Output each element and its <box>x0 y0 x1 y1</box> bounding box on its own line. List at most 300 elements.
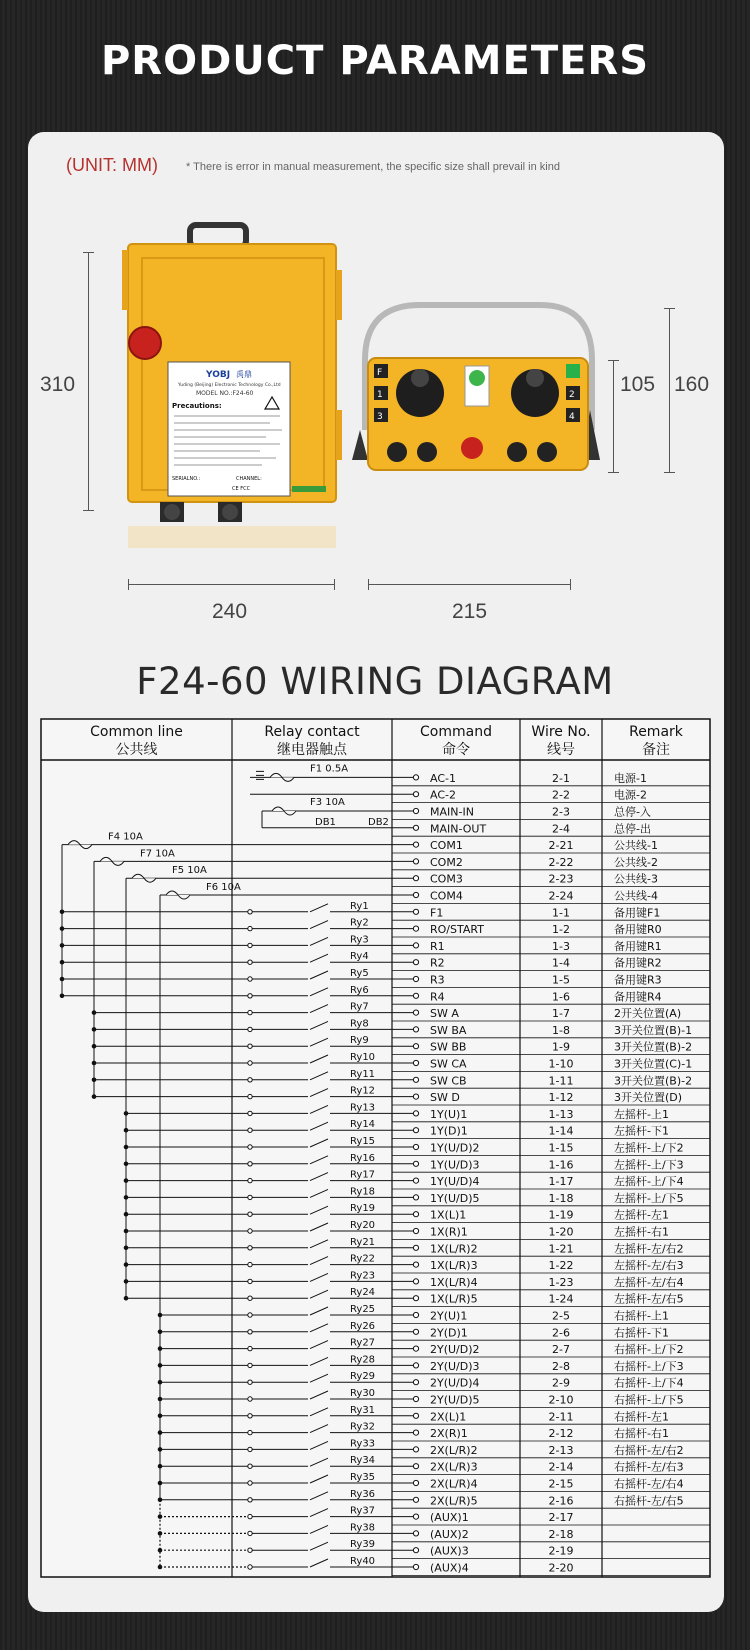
wire-no-46: 2-19 <box>548 1544 574 1558</box>
remark-15: 3开关位置(B)-1 <box>614 1023 693 1037</box>
terminal-3 <box>413 825 418 830</box>
terminal-1 <box>413 792 418 797</box>
relay-node-32 <box>248 1313 252 1317</box>
remark-13: 备用键R4 <box>614 990 662 1004</box>
wire-no-30: 1-23 <box>548 1275 574 1289</box>
relay-label-10: Ry3 <box>350 934 369 946</box>
receiver-brand-cn: 禹鼎 <box>236 370 252 379</box>
command-17: SW CA <box>430 1057 467 1071</box>
relay-node-15 <box>248 1027 252 1031</box>
relay-node-23 <box>248 1162 252 1166</box>
bus-node-36 <box>158 1380 163 1385</box>
bus-node-32 <box>158 1313 163 1318</box>
command-26: 1X(L)1 <box>430 1208 467 1222</box>
remark-12: 备用键R3 <box>614 973 662 987</box>
terminal-14 <box>413 1010 418 1015</box>
remark-26: 左摇杆-左1 <box>614 1208 669 1222</box>
relay-node-33 <box>248 1330 252 1334</box>
relay-label-37: Ry30 <box>350 1388 376 1399</box>
relay-node-39 <box>248 1430 252 1434</box>
command-0: AC-1 <box>430 771 456 785</box>
fuse-com-label-3: F6 10A <box>206 882 241 893</box>
relay-label-43: Ry36 <box>350 1488 376 1500</box>
remark-25: 左摇杆-上/下5 <box>614 1191 684 1205</box>
relay-node-34 <box>248 1346 252 1350</box>
transmitter-width-value: 215 <box>452 600 488 623</box>
remark-35: 右摇杆-上/下3 <box>614 1359 684 1373</box>
certification-marks: CE FCC <box>232 486 251 492</box>
bus-node-9 <box>60 926 65 931</box>
measurement-note: * There is error in manual measurement, the specific size shall prevail in kind <box>186 161 560 173</box>
terminal-39 <box>413 1430 418 1435</box>
wire-no-0: 2-1 <box>552 771 570 785</box>
command-16: SW BB <box>430 1040 467 1054</box>
remark-37: 右摇杆-上/下5 <box>614 1393 684 1407</box>
svg-text:1: 1 <box>377 390 383 400</box>
wire-no-5: 2-22 <box>548 855 574 869</box>
bus-node-35 <box>158 1363 163 1368</box>
bus-node-24 <box>124 1178 129 1183</box>
command-34: 2Y(U/D)2 <box>430 1343 480 1357</box>
fuse-com-label-2: F5 10A <box>172 865 207 877</box>
relay-label-44: Ry37 <box>350 1505 376 1517</box>
relay-node-43 <box>248 1498 252 1502</box>
aux-node-45 <box>158 1531 163 1536</box>
header-4-cn: 备注 <box>642 742 670 758</box>
relay-node-20 <box>248 1111 252 1115</box>
wire-no-42: 2-15 <box>548 1477 574 1491</box>
command-18: SW CB <box>430 1074 467 1088</box>
command-11: R2 <box>430 956 445 970</box>
command-24: 1Y(U/D)4 <box>430 1175 480 1189</box>
remark-9: 备用键R0 <box>614 923 662 937</box>
bus-node-21 <box>124 1128 129 1133</box>
terminal-38 <box>413 1413 418 1418</box>
remark-11: 备用键R2 <box>614 956 662 970</box>
command-12: R3 <box>430 973 445 987</box>
terminal-10 <box>413 943 418 948</box>
relay-node-24 <box>248 1178 252 1182</box>
remark-0: 电源-1 <box>614 771 647 785</box>
terminal-24 <box>413 1178 418 1183</box>
relay-label-31: Ry24 <box>350 1287 376 1299</box>
bus-node-38 <box>158 1414 163 1419</box>
relay-node-19 <box>248 1094 252 1098</box>
remark-6: 公共线-3 <box>614 872 658 886</box>
command-20: 1Y(U)1 <box>430 1107 468 1121</box>
terminal-22 <box>413 1144 418 1149</box>
remark-18: 3开关位置(B)-2 <box>614 1074 693 1088</box>
wire-no-37: 2-10 <box>548 1393 574 1407</box>
header-3-en: Wire No. <box>531 724 591 740</box>
bus-node-30 <box>124 1279 129 1284</box>
relay-node-27 <box>248 1229 252 1233</box>
command-15: SW BA <box>430 1023 467 1037</box>
command-39: 2X(R)1 <box>430 1427 468 1441</box>
terminal-36 <box>413 1380 418 1385</box>
remark-1: 电源-2 <box>614 788 647 802</box>
fuse-f1-label: F1 0.5A <box>310 763 349 775</box>
remark-39: 右摇杆-右1 <box>614 1427 669 1441</box>
relay-label-28: Ry21 <box>350 1236 376 1248</box>
terminal-2 <box>413 808 418 813</box>
terminal-15 <box>413 1027 418 1032</box>
remark-21: 左摇杆-下1 <box>614 1124 669 1138</box>
remark-43: 右摇杆-左/右5 <box>614 1494 684 1508</box>
wire-no-19: 1-12 <box>548 1091 574 1105</box>
relay-label-21: Ry14 <box>350 1119 376 1131</box>
relay-label-39: Ry32 <box>350 1421 376 1433</box>
header-0-en: Common line <box>90 724 183 740</box>
command-25: 1Y(U/D)5 <box>430 1191 480 1205</box>
remark-33: 右摇杆-下1 <box>614 1326 669 1340</box>
relay-label-35: Ry28 <box>350 1354 376 1366</box>
transmitter-height-b-value: 160 <box>674 373 710 396</box>
terminal-17 <box>413 1060 418 1065</box>
relay-node-18 <box>248 1078 252 1082</box>
bus-node-39 <box>158 1430 163 1435</box>
wiring-diagram-title: F24-60 WIRING DIAGRAM <box>136 660 614 703</box>
terminal-41 <box>413 1464 418 1469</box>
relay-node-31 <box>248 1296 252 1300</box>
relay-label-22: Ry15 <box>350 1136 376 1147</box>
bus-node-26 <box>124 1212 129 1217</box>
terminal-20 <box>413 1111 418 1116</box>
bus-node-25 <box>124 1195 129 1200</box>
remark-27: 左摇杆-右1 <box>614 1225 669 1239</box>
command-5: COM2 <box>430 855 463 869</box>
relay-label-45: Ry38 <box>350 1522 376 1534</box>
relay-node-35 <box>248 1363 252 1367</box>
terminal-23 <box>413 1161 418 1166</box>
remark-29: 左摇杆-左/右3 <box>614 1259 684 1273</box>
wire-no-18: 1-11 <box>548 1074 574 1088</box>
command-7: COM4 <box>430 889 463 903</box>
wire-no-45: 2-18 <box>548 1527 574 1541</box>
header-2-cn: 命令 <box>442 742 470 758</box>
remark-30: 左摇杆-左/右4 <box>614 1275 684 1289</box>
aux-node-44 <box>158 1514 163 1519</box>
wire-no-24: 1-17 <box>548 1175 574 1189</box>
command-4: COM1 <box>430 839 463 853</box>
command-14: SW A <box>430 1007 459 1021</box>
command-42: 2X(L/R)4 <box>430 1477 478 1491</box>
relay-label-36: Ry29 <box>350 1371 376 1383</box>
wire-no-12: 1-5 <box>552 973 570 987</box>
remark-3: 总停-出 <box>614 822 651 836</box>
wire-no-15: 1-8 <box>552 1023 570 1037</box>
relay-label-27: Ry20 <box>350 1220 376 1231</box>
wire-no-36: 2-9 <box>552 1376 570 1390</box>
command-43: 2X(L/R)5 <box>430 1494 478 1508</box>
remark-32: 右摇杆-上1 <box>614 1309 669 1323</box>
command-37: 2Y(U/D)5 <box>430 1393 480 1407</box>
command-19: SW D <box>430 1091 460 1105</box>
wire-no-40: 2-13 <box>548 1443 574 1457</box>
bus-node-37 <box>158 1397 163 1402</box>
wire-no-7: 2-24 <box>548 889 574 903</box>
command-35: 2Y(U/D)3 <box>430 1359 480 1373</box>
relay-node-16 <box>248 1044 252 1048</box>
wire-no-6: 2-23 <box>548 872 574 886</box>
wire-no-28: 1-21 <box>548 1242 574 1256</box>
receiver-company: Yuding (Beijing) Electronic Technology Co.,Ltd <box>178 383 281 388</box>
terminal-46 <box>413 1548 418 1553</box>
terminal-0 <box>413 775 418 780</box>
wire-no-3: 2-4 <box>552 822 570 836</box>
terminal-29 <box>413 1262 418 1267</box>
relay-label-15: Ry8 <box>350 1018 369 1030</box>
terminal-21 <box>413 1128 418 1133</box>
unit-label: (UNIT: MM) <box>66 155 158 175</box>
wire-no-11: 1-4 <box>552 956 570 970</box>
relay-node-45 <box>248 1531 252 1535</box>
relay-node-46 <box>248 1548 252 1552</box>
relay-node-44 <box>248 1514 252 1518</box>
wire-no-27: 1-20 <box>548 1225 574 1239</box>
wire-no-13: 1-6 <box>552 990 570 1004</box>
relay-label-47: Ry40 <box>350 1556 376 1567</box>
terminal-9 <box>413 926 418 931</box>
serial-label: SERIALNO.: <box>172 476 201 482</box>
aux-node-46 <box>158 1548 163 1553</box>
relay-label-29: Ry22 <box>350 1253 376 1265</box>
bus-node-22 <box>124 1145 129 1150</box>
wire-no-41: 2-14 <box>548 1460 574 1474</box>
bus-node-19 <box>92 1094 97 1099</box>
remark-16: 3开关位置(B)-2 <box>614 1040 693 1054</box>
command-3: MAIN-OUT <box>430 822 487 836</box>
relay-label-34: Ry27 <box>350 1337 376 1349</box>
relay-node-8 <box>248 910 252 914</box>
command-2: MAIN-IN <box>430 805 474 819</box>
header-1-en: Relay contact <box>264 724 360 740</box>
command-38: 2X(L)1 <box>430 1410 467 1424</box>
remark-36: 右摇杆-上/下4 <box>614 1376 684 1390</box>
terminal-35 <box>413 1363 418 1368</box>
wire-no-25: 1-18 <box>548 1191 574 1205</box>
terminal-5 <box>413 859 418 864</box>
remark-4: 公共线-1 <box>614 839 658 853</box>
terminal-31 <box>413 1296 418 1301</box>
relay-label-33: Ry26 <box>350 1320 376 1332</box>
channel-label: CHANNEL: <box>236 476 262 482</box>
fuse-f3-label: F3 10A <box>310 797 345 808</box>
command-28: 1X(L/R)2 <box>430 1242 478 1256</box>
remark-10: 备用键R1 <box>614 939 662 953</box>
wire-no-38: 2-11 <box>548 1410 574 1424</box>
bus-node-31 <box>124 1296 129 1301</box>
terminal-26 <box>413 1212 418 1217</box>
wire-no-47: 2-20 <box>548 1561 574 1575</box>
wire-no-35: 2-8 <box>552 1359 570 1373</box>
relay-node-22 <box>248 1145 252 1149</box>
command-31: 1X(L/R)5 <box>430 1292 478 1306</box>
command-30: 1X(L/R)4 <box>430 1275 478 1289</box>
page-title: PRODUCT PARAMETERS <box>100 38 650 84</box>
bus-node-33 <box>158 1330 163 1335</box>
bus-node-23 <box>124 1162 129 1167</box>
receiver-model: MODEL NO.:F24-60 <box>196 390 254 397</box>
bus-node-34 <box>158 1346 163 1351</box>
terminal-18 <box>413 1077 418 1082</box>
relay-label-38: Ry31 <box>350 1404 376 1416</box>
terminal-45 <box>413 1531 418 1536</box>
relay-node-40 <box>248 1447 252 1451</box>
receiver-brand: YOBJ <box>206 370 231 380</box>
fuse-com-label-0: F4 10A <box>108 831 143 843</box>
relay-node-12 <box>248 977 252 981</box>
terminal-4 <box>413 842 418 847</box>
header-3-cn: 线号 <box>547 742 575 758</box>
relay-node-28 <box>248 1246 252 1250</box>
bus-node-13 <box>60 994 65 999</box>
relay-node-26 <box>248 1212 252 1216</box>
remark-34: 右摇杆-上/下2 <box>614 1343 684 1357</box>
command-29: 1X(L/R)3 <box>430 1259 478 1273</box>
relay-node-42 <box>248 1481 252 1485</box>
terminal-6 <box>413 876 418 881</box>
bus-node-27 <box>124 1229 129 1234</box>
wire-no-10: 1-3 <box>552 939 570 953</box>
bus-node-16 <box>92 1044 97 1049</box>
remark-14: 2开关位置(A) <box>614 1007 682 1021</box>
bus-node-17 <box>92 1061 97 1066</box>
remark-5: 公共线-2 <box>614 855 658 869</box>
relay-label-42: Ry35 <box>350 1472 376 1483</box>
svg-text:3: 3 <box>377 412 383 422</box>
bus-node-10 <box>60 943 65 948</box>
wire-no-4: 2-21 <box>548 839 574 853</box>
relay-node-47 <box>248 1565 252 1569</box>
command-6: COM3 <box>430 872 463 886</box>
remark-28: 左摇杆-左/右2 <box>614 1242 684 1256</box>
relay-label-8: Ry1 <box>350 900 369 912</box>
remark-20: 左摇杆-上1 <box>614 1107 669 1121</box>
command-8: F1 <box>430 906 444 920</box>
terminal-8 <box>413 909 418 914</box>
relay-node-14 <box>248 1010 252 1014</box>
relay-node-25 <box>248 1195 252 1199</box>
remark-31: 左摇杆-左/右5 <box>614 1292 684 1306</box>
remark-42: 右摇杆-左/右4 <box>614 1477 684 1491</box>
relay-label-40: Ry33 <box>350 1438 376 1450</box>
wire-no-26: 1-19 <box>548 1208 574 1222</box>
terminal-16 <box>413 1044 418 1049</box>
svg-text:F: F <box>377 368 383 378</box>
command-13: R4 <box>430 990 445 1004</box>
relay-node-38 <box>248 1414 252 1418</box>
receiver-width-value: 240 <box>212 600 248 623</box>
command-47: (AUX)4 <box>430 1561 469 1575</box>
wire-no-43: 2-16 <box>548 1494 574 1508</box>
wire-no-9: 1-2 <box>552 923 570 937</box>
wire-no-16: 1-9 <box>552 1040 570 1054</box>
remark-23: 左摇杆-上/下3 <box>614 1158 684 1172</box>
command-46: (AUX)3 <box>430 1544 469 1558</box>
relay-node-30 <box>248 1279 252 1283</box>
relay-node-9 <box>248 926 252 930</box>
wire-no-23: 1-16 <box>548 1158 574 1172</box>
header-1-cn: 继电器触点 <box>277 742 347 758</box>
command-27: 1X(R)1 <box>430 1225 468 1239</box>
terminal-37 <box>413 1396 418 1401</box>
relay-label-17: Ry10 <box>350 1052 376 1063</box>
terminal-30 <box>413 1279 418 1284</box>
terminal-13 <box>413 993 418 998</box>
wire-no-1: 2-2 <box>552 788 570 802</box>
remark-8: 备用键F1 <box>614 906 661 920</box>
relay-label-46: Ry39 <box>350 1539 376 1551</box>
relay-node-17 <box>248 1061 252 1065</box>
relay-node-21 <box>248 1128 252 1132</box>
terminal-40 <box>413 1447 418 1452</box>
bus-node-18 <box>92 1078 97 1083</box>
relay-label-24: Ry17 <box>350 1169 376 1181</box>
remark-38: 右摇杆-左1 <box>614 1410 669 1424</box>
terminal-25 <box>413 1195 418 1200</box>
relay-label-26: Ry19 <box>350 1203 376 1215</box>
relay-label-41: Ry34 <box>350 1455 376 1467</box>
relay-label-16: Ry9 <box>350 1035 369 1047</box>
relay-node-37 <box>248 1397 252 1401</box>
header-4-en: Remark <box>629 724 683 740</box>
terminal-42 <box>413 1480 418 1485</box>
command-9: RO/START <box>430 923 484 937</box>
svg-text:2: 2 <box>569 390 575 400</box>
relay-label-32: Ry25 <box>350 1304 376 1315</box>
remark-7: 公共线-4 <box>614 889 658 903</box>
bus-node-29 <box>124 1262 129 1267</box>
remark-22: 左摇杆-上/下2 <box>614 1141 684 1155</box>
receiver-height-value: 310 <box>40 373 76 396</box>
bus-node-12 <box>60 977 65 982</box>
terminal-33 <box>413 1329 418 1334</box>
relay-label-9: Ry2 <box>350 917 369 929</box>
remark-2: 总停-入 <box>614 805 651 819</box>
command-44: (AUX)1 <box>430 1511 469 1525</box>
db2-label: DB2 <box>368 816 389 828</box>
wire-no-33: 2-6 <box>552 1326 570 1340</box>
terminal-12 <box>413 976 418 981</box>
relay-label-11: Ry4 <box>350 951 369 963</box>
relay-label-20: Ry13 <box>350 1102 376 1114</box>
command-36: 2Y(U/D)4 <box>430 1376 480 1390</box>
bus-node-15 <box>92 1027 97 1032</box>
remark-40: 右摇杆-左/右2 <box>614 1443 684 1457</box>
transmitter-height-a-value: 105 <box>620 373 656 396</box>
wire-no-44: 2-17 <box>548 1511 574 1525</box>
relay-label-19: Ry12 <box>350 1085 376 1097</box>
relay-label-14: Ry7 <box>350 1001 369 1013</box>
wire-no-17: 1-10 <box>548 1057 574 1071</box>
wire-no-2: 2-3 <box>552 805 570 819</box>
relay-label-13: Ry6 <box>350 984 369 996</box>
bus-node-41 <box>158 1464 163 1469</box>
command-41: 2X(L/R)3 <box>430 1460 478 1474</box>
db1-label: DB1 <box>315 816 336 828</box>
wire-no-32: 2-5 <box>552 1309 570 1323</box>
relay-node-11 <box>248 960 252 964</box>
wire-no-31: 1-24 <box>548 1292 574 1306</box>
terminal-28 <box>413 1245 418 1250</box>
fuse-com-label-1: F7 10A <box>140 848 175 860</box>
wire-no-20: 1-13 <box>548 1107 574 1121</box>
bus-node-11 <box>60 960 65 965</box>
terminal-43 <box>413 1497 418 1502</box>
relay-label-12: Ry5 <box>350 968 369 979</box>
terminal-7 <box>413 892 418 897</box>
